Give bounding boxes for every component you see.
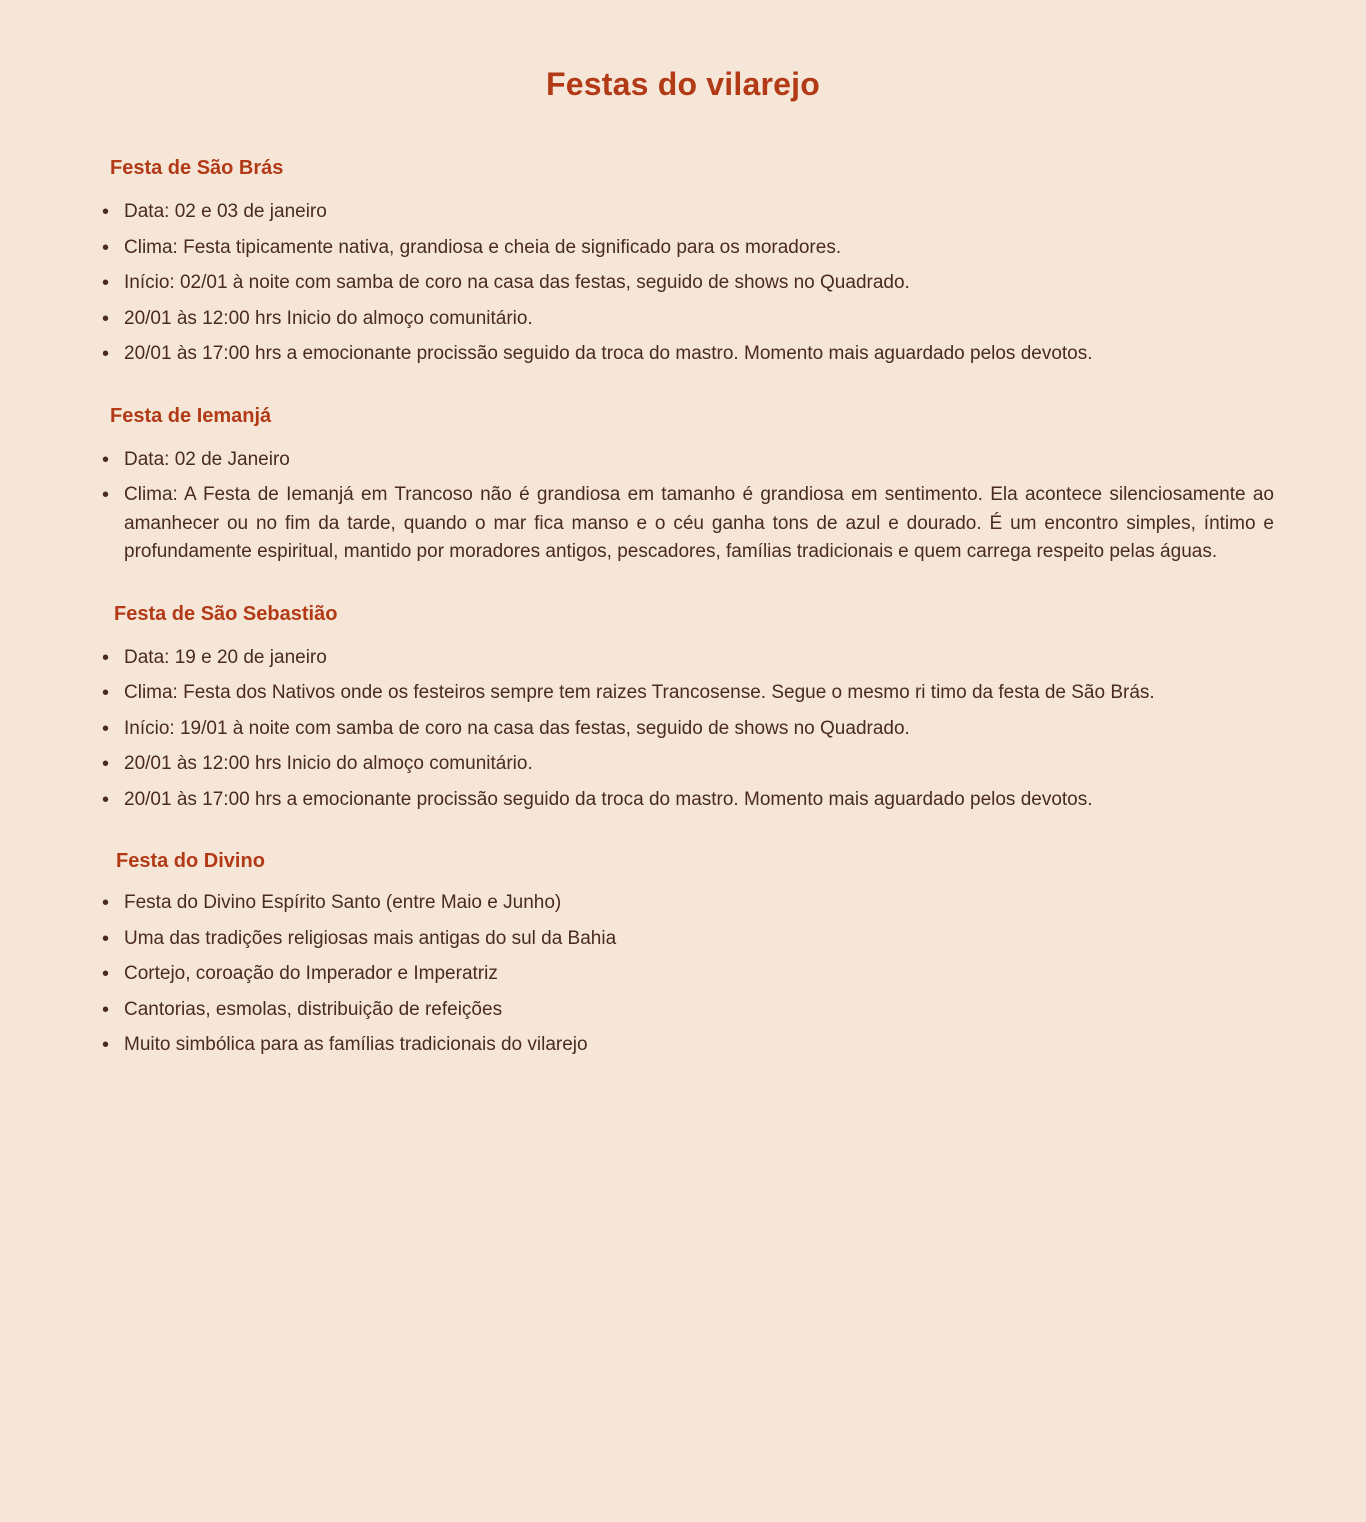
section-title-festa-de-iemanja: Festa de Iemanjá: [110, 404, 272, 427]
section-festa-do-divino: [92, 840, 1274, 1060]
list-item: • 20/01 às 12:00 hrs Inicio do almoço comunitário.: [92, 750, 1274, 779]
bullet-list-festa-de-sao-sebastiao: [92, 644, 1274, 815]
list-item: • Uma das tradições religiosas mais antigas do sul da Bahia: [92, 925, 1274, 954]
section-festa-de-sao-sebastiao: [92, 593, 1274, 815]
list-item: • Clima: Festa tipicamente nativa, grandiosa e cheia de significado para os moradores.: [92, 234, 1274, 263]
list-item: • Muito simbólica para as famílias tradicionais do vilarejo: [92, 1031, 1274, 1060]
list-item: • Início: 02/01 à noite com samba de coro na casa das festas, seguido de shows no Quadrado.: [92, 269, 1274, 298]
section-title-festa-do-divino: Festa do Divino: [116, 850, 265, 872]
page-title: Festas do vilarejo: [546, 66, 820, 102]
list-item: • 20/01 às 17:00 hrs a emocionante procissão seguido da troca do mastro. Momento mais aguardado pelos devotos.: [92, 340, 1274, 369]
list-item: • Clima: Festa dos Nativos onde os festeiros sempre tem raizes Trancosense. Segue o mesmo ri timo da festa de São Brás.: [92, 679, 1274, 708]
list-item: • 20/01 às 12:00 hrs Inicio do almoço comunitário.: [92, 305, 1274, 334]
list-item: • Início: 19/01 à noite com samba de coro na casa das festas, seguido de shows no Quadrado.: [92, 715, 1274, 744]
list-item: • Clima: A Festa de Iemanjá em Trancoso não é grandiosa em tamanho é grandiosa em sentimento. Ela acontece silenciosamente ao amanhecer ou no fim da tarde, quando o mar fica manso e o céu ganha tons de azul e dourado. É um encontro simples, íntimo e profundamente espiritual, mantido por moradores antigos, pescadores, famílias tradicionais e quem carrega respeito pelas águas.: [92, 481, 1274, 567]
section-title-festa-de-sao-sebastiao: Festa de São Sebastião: [114, 602, 338, 625]
list-item: • Data: 02 de Janeiro: [92, 446, 1274, 475]
section-title-festa-de-sao-bras: Festa de São Brás: [110, 157, 284, 179]
list-item: • Data: 19 e 20 de janeiro: [92, 644, 1274, 673]
section-festa-de-sao-bras: [92, 147, 1274, 369]
list-item: • 20/01 às 17:00 hrs a emocionante procissão seguido da troca do mastro. Momento mais aguardado pelos devotos.: [92, 786, 1274, 815]
bullet-list-festa-de-iemanja: [92, 446, 1274, 567]
list-item: • Data: 02 e 03 de janeiro: [92, 198, 1274, 227]
list-item: • Cortejo, coroação do Imperador e Imperatriz: [92, 960, 1274, 989]
list-item: • Festa do Divino Espírito Santo (entre Maio e Junho): [92, 889, 1274, 918]
bullet-list-festa-do-divino: [92, 889, 1274, 1060]
bullet-list-festa-de-sao-bras: [92, 198, 1274, 369]
section-festa-de-iemanja: [92, 395, 1274, 567]
list-item: • Cantorias, esmolas, distribuição de refeições: [92, 996, 1274, 1025]
